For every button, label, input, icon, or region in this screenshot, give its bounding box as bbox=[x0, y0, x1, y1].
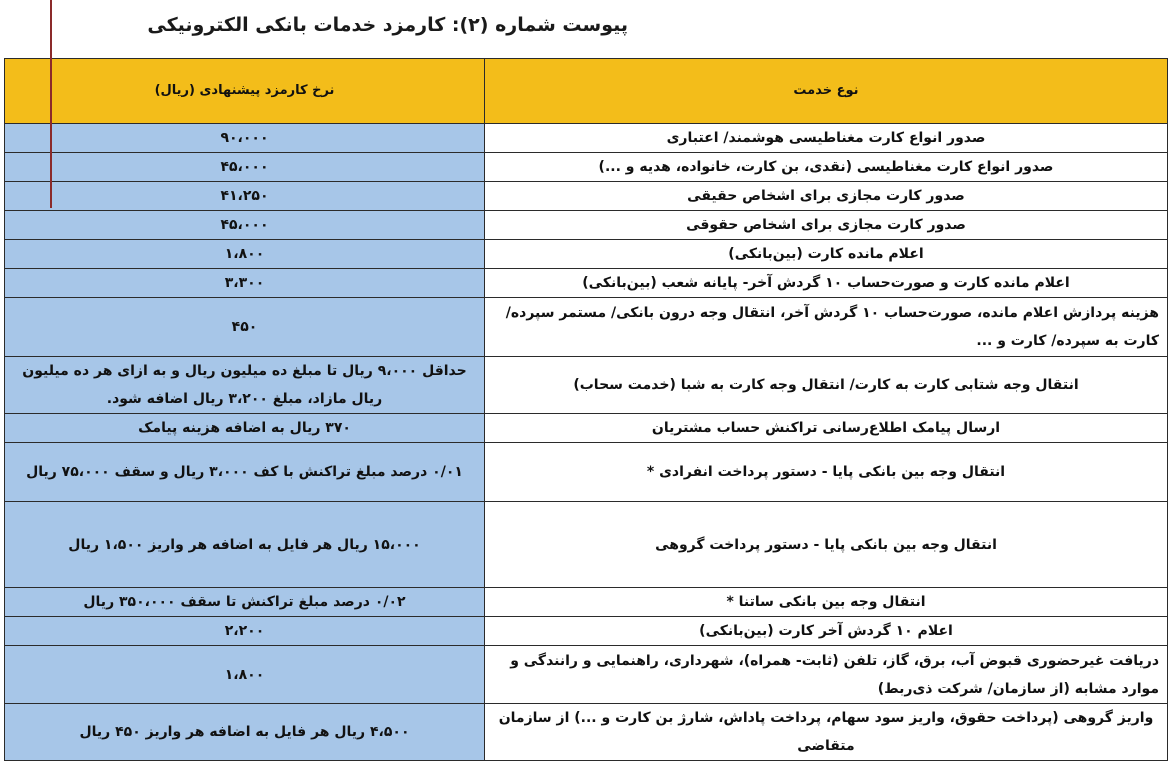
table-row bbox=[5, 124, 1168, 153]
service-cell: انتقال وجه بین بانکی ساتنا * bbox=[485, 588, 1168, 617]
service-cell: انتقال وجه شتابی کارت به کارت/ انتقال وجه کارت به شبا (خدمت سحاب) bbox=[485, 357, 1168, 414]
fee-cell: ۴۵،۰۰۰ bbox=[5, 153, 485, 182]
service-cell: ارسال پیامک اطلاع‌رسانی تراکنش حساب مشتریان bbox=[485, 414, 1168, 443]
table-row bbox=[5, 704, 1168, 761]
service-cell: اعلام ۱۰ گردش آخر کارت (بین‌بانکی) bbox=[485, 617, 1168, 646]
fee-cell: ۱۵،۰۰۰ ریال هر فایل به اضافه هر واریز ۱،۵۰۰ ریال bbox=[5, 502, 485, 588]
fee-cell: ۱،۸۰۰ bbox=[5, 240, 485, 269]
service-cell: صدور کارت مجازی برای اشخاص حقیقی bbox=[485, 182, 1168, 211]
fee-cell: ۰/۰۲ درصد مبلغ تراکنش تا سقف ۳۵۰،۰۰۰ ریال bbox=[5, 588, 485, 617]
service-cell: دریافت غیرحضوری قبوض آب، برق، گاز، تلفن (ثابت- همراه)، شهرداری، راهنمایی و رانندگی و موارد مشابه (از سازمان/ شرکت ذی‌ربط) bbox=[485, 646, 1168, 704]
fee-cell: ۴۵،۰۰۰ bbox=[5, 211, 485, 240]
margin-line bbox=[50, 0, 52, 208]
fee-cell: ۴،۵۰۰ ریال هر فایل به اضافه هر واریز ۴۵۰ ریال bbox=[5, 704, 485, 761]
service-cell: صدور انواع کارت مغناطیسی (نقدی، بن کارت، خانواده، هدیه و ...) bbox=[485, 153, 1168, 182]
table-row bbox=[5, 588, 1168, 617]
fee-cell: ۴۱،۲۵۰ bbox=[5, 182, 485, 211]
page-title: پیوست شماره (۲): کارمزد خدمات بانکی الکترونیکی bbox=[147, 14, 628, 36]
service-cell: هزینه پردازش اعلام مانده، صورت‌حساب ۱۰ گردش آخر، انتقال وجه درون بانکی/ مستمر سپرده/ کارت به سپرده/ کارت و ... bbox=[485, 298, 1168, 357]
service-cell: اعلام مانده کارت و صورت‌حساب ۱۰ گردش آخر- پایانه شعب (بین‌بانکی) bbox=[485, 269, 1168, 298]
table-row bbox=[5, 357, 1168, 414]
header-fee: نرخ کارمزد پیشنهادی (ریال) bbox=[5, 59, 485, 124]
table-row bbox=[5, 211, 1168, 240]
fee-cell: ۲،۲۰۰ bbox=[5, 617, 485, 646]
fee-cell: حداقل ۹،۰۰۰ ریال تا مبلغ ده میلیون ریال و به ازای هر ده میلیون ریال مازاد، مبلغ ۳،۲۰۰ ریال اضافه شود. bbox=[5, 357, 485, 414]
fee-cell: ۳۷۰ ریال به اضافه هزینه پیامک bbox=[5, 414, 485, 443]
table-row bbox=[5, 240, 1168, 269]
service-cell: انتقال وجه بین بانکی پایا - دستور پرداخت انفرادی * bbox=[485, 443, 1168, 502]
service-cell: انتقال وجه بین بانکی پایا - دستور پرداخت گروهی bbox=[485, 502, 1168, 588]
fee-cell: ۱،۸۰۰ bbox=[5, 646, 485, 704]
fee-cell: ۴۵۰ bbox=[5, 298, 485, 357]
service-cell: اعلام مانده کارت (بین‌بانکی) bbox=[485, 240, 1168, 269]
table-row bbox=[5, 617, 1168, 646]
table-row bbox=[5, 646, 1168, 704]
service-cell: صدور کارت مجازی برای اشخاص حقوقی bbox=[485, 211, 1168, 240]
fee-cell: ۹۰،۰۰۰ bbox=[5, 124, 485, 153]
fee-cell: ۳،۳۰۰ bbox=[5, 269, 485, 298]
table-row bbox=[5, 182, 1168, 211]
service-cell: صدور انواع کارت مغناطیسی هوشمند/ اعتباری bbox=[485, 124, 1168, 153]
fee-table bbox=[4, 58, 1168, 761]
service-cell: واریز گروهی (پرداخت حقوق، واریز سود سهام، پرداخت پاداش، شارژ بن کارت و ...) از سازمان متقاضی bbox=[485, 704, 1168, 761]
table-row bbox=[5, 502, 1168, 588]
table-header-row bbox=[5, 59, 1168, 124]
table-row bbox=[5, 298, 1168, 357]
table-row bbox=[5, 153, 1168, 182]
fee-cell: ۰/۰۱ درصد مبلغ تراکنش با کف ۳،۰۰۰ ریال و سقف ۷۵،۰۰۰ ریال bbox=[5, 443, 485, 502]
table-row bbox=[5, 269, 1168, 298]
table-row bbox=[5, 443, 1168, 502]
header-service: نوع خدمت bbox=[485, 59, 1168, 124]
table-row bbox=[5, 414, 1168, 443]
